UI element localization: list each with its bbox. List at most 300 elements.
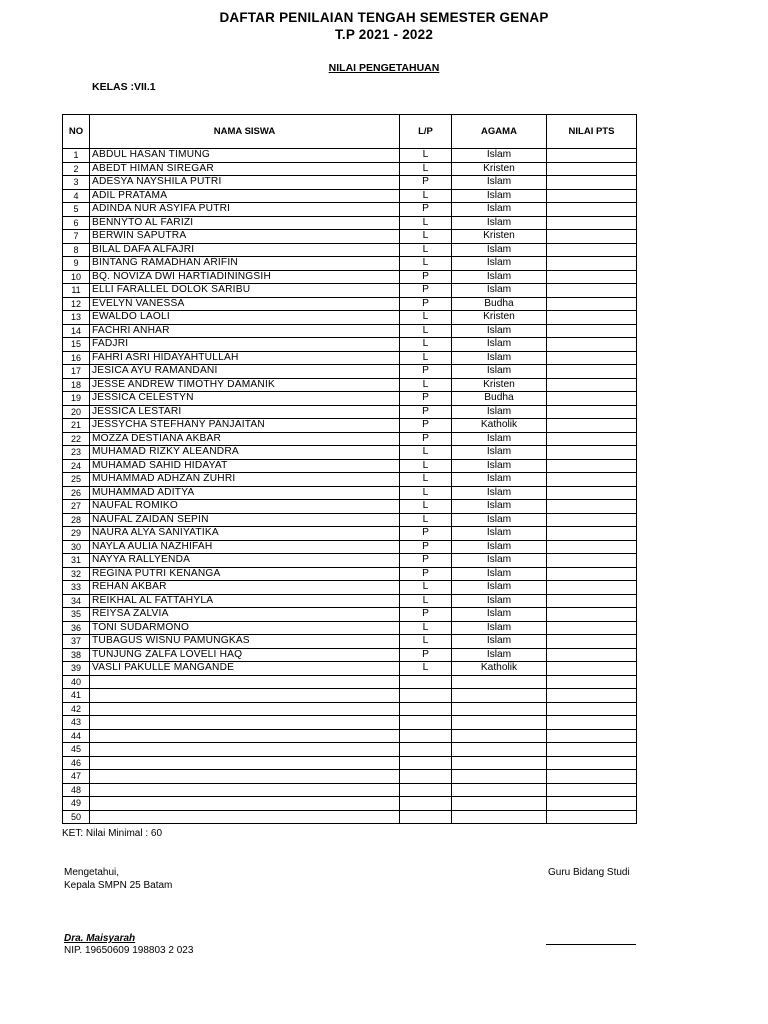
cell-lp: L xyxy=(400,324,452,338)
cell-nilai-pts xyxy=(547,257,637,271)
header-nama-siswa: NAMA SISWA xyxy=(90,115,400,149)
cell-lp: L xyxy=(400,500,452,514)
cell-nama-siswa: NAUFAL ZAIDAN SEPIN xyxy=(90,513,400,527)
cell-nama-siswa: JESSICA CELESTYN xyxy=(90,392,400,406)
table-row xyxy=(63,608,637,622)
cell-nilai-pts xyxy=(547,243,637,257)
cell-nama-siswa xyxy=(90,756,400,770)
cell-nama-siswa: ADINDA NUR ASYIFA PUTRI xyxy=(90,203,400,217)
cell-lp: P xyxy=(400,567,452,581)
cell-nilai-pts xyxy=(547,365,637,379)
cell-agama xyxy=(452,702,547,716)
table-row xyxy=(63,432,637,446)
cell-agama: Islam xyxy=(452,459,547,473)
table-row xyxy=(63,203,637,217)
cell-nama-siswa: JESICA AYU RAMANDANI xyxy=(90,365,400,379)
cell-nilai-pts xyxy=(547,338,637,352)
cell-lp: P xyxy=(400,540,452,554)
cell-no: 19 xyxy=(63,392,90,406)
cell-nilai-pts xyxy=(547,203,637,217)
cell-no: 30 xyxy=(63,540,90,554)
cell-nilai-pts xyxy=(547,419,637,433)
cell-agama: Budha xyxy=(452,297,547,311)
cell-agama xyxy=(452,756,547,770)
cell-nama-siswa: FAHRI ASRI HIDAYAHTULLAH xyxy=(90,351,400,365)
cell-nama-siswa: MUHAMAD RIZKY ALEANDRA xyxy=(90,446,400,460)
cell-lp: L xyxy=(400,581,452,595)
cell-nilai-pts xyxy=(547,378,637,392)
cell-agama: Islam xyxy=(452,554,547,568)
cell-nama-siswa: JESSICA LESTARI xyxy=(90,405,400,419)
cell-nama-siswa xyxy=(90,675,400,689)
cell-agama: Islam xyxy=(452,216,547,230)
cell-agama: Kristen xyxy=(452,311,547,325)
cell-lp xyxy=(400,702,452,716)
cell-no: 11 xyxy=(63,284,90,298)
cell-nama-siswa xyxy=(90,689,400,703)
cell-nilai-pts xyxy=(547,797,637,811)
cell-nilai-pts xyxy=(547,176,637,190)
cell-nama-siswa: MUHAMMAD ADHZAN ZUHRI xyxy=(90,473,400,487)
header-nilai-pts: NILAI PTS xyxy=(547,115,637,149)
cell-nilai-pts xyxy=(547,446,637,460)
cell-nama-siswa xyxy=(90,810,400,824)
cell-lp xyxy=(400,743,452,757)
header-no: NO xyxy=(63,115,90,149)
cell-nama-siswa: ABEDT HIMAN SIREGAR xyxy=(90,162,400,176)
header-agama: AGAMA xyxy=(452,115,547,149)
teacher-signature-line xyxy=(546,944,636,945)
cell-agama: Islam xyxy=(452,365,547,379)
cell-nama-siswa: TONI SUDARMONO xyxy=(90,621,400,635)
cell-nama-siswa: BQ. NOVIZA DWI HARTIADININGSIH xyxy=(90,270,400,284)
cell-agama: Katholik xyxy=(452,419,547,433)
cell-nilai-pts xyxy=(547,324,637,338)
table-row xyxy=(63,405,637,419)
cell-nama-siswa: BERWIN SAPUTRA xyxy=(90,230,400,244)
cell-nilai-pts xyxy=(547,527,637,541)
cell-agama xyxy=(452,810,547,824)
cell-nilai-pts xyxy=(547,189,637,203)
cell-nama-siswa: EVELYN VANESSA xyxy=(90,297,400,311)
cell-nama-siswa: NAURA ALYA SANIYATIKA xyxy=(90,527,400,541)
table-row xyxy=(63,338,637,352)
cell-nama-siswa xyxy=(90,743,400,757)
cell-lp: P xyxy=(400,284,452,298)
cell-agama: Budha xyxy=(452,392,547,406)
cell-agama: Islam xyxy=(452,446,547,460)
cell-nama-siswa xyxy=(90,783,400,797)
cell-nama-siswa: BENNYTO AL FARIZI xyxy=(90,216,400,230)
cell-nama-siswa: EWALDO LAOLI xyxy=(90,311,400,325)
cell-nilai-pts xyxy=(547,554,637,568)
table-row xyxy=(63,365,637,379)
table-body xyxy=(63,149,637,824)
cell-nilai-pts xyxy=(547,689,637,703)
cell-lp: L xyxy=(400,473,452,487)
table-row xyxy=(63,149,637,163)
cell-agama: Islam xyxy=(452,149,547,163)
cell-nilai-pts xyxy=(547,405,637,419)
cell-nilai-pts xyxy=(547,662,637,676)
table-row xyxy=(63,621,637,635)
cell-nilai-pts xyxy=(547,432,637,446)
cell-nilai-pts xyxy=(547,608,637,622)
cell-lp: P xyxy=(400,392,452,406)
cell-nilai-pts xyxy=(547,675,637,689)
cell-nilai-pts xyxy=(547,648,637,662)
table-row xyxy=(63,459,637,473)
acknowledged-label: Mengetahui, xyxy=(64,867,120,878)
cell-nama-siswa: TUNJUNG ZALFA LOVELI HAQ xyxy=(90,648,400,662)
cell-nama-siswa: MOZZA DESTIANA AKBAR xyxy=(90,432,400,446)
table-row xyxy=(63,581,637,595)
cell-no: 22 xyxy=(63,432,90,446)
cell-nilai-pts xyxy=(547,270,637,284)
cell-nilai-pts xyxy=(547,500,637,514)
table-row xyxy=(63,392,637,406)
cell-nama-siswa: REIKHAL AL FATTAHYLA xyxy=(90,594,400,608)
cell-agama: Islam xyxy=(452,473,547,487)
table-row xyxy=(63,594,637,608)
cell-agama: Islam xyxy=(452,581,547,595)
section-subtitle: NILAI PENGETAHUAN xyxy=(328,62,440,74)
table-row xyxy=(63,662,637,676)
cell-no: 39 xyxy=(63,662,90,676)
header-lp: L/P xyxy=(400,115,452,149)
table-row xyxy=(63,189,637,203)
cell-nilai-pts xyxy=(547,783,637,797)
table-row xyxy=(63,176,637,190)
table-row xyxy=(63,810,637,824)
cell-nama-siswa xyxy=(90,797,400,811)
cell-agama: Islam xyxy=(452,405,547,419)
cell-agama: Islam xyxy=(452,527,547,541)
table-row xyxy=(63,756,637,770)
table-row xyxy=(63,324,637,338)
cell-no: 29 xyxy=(63,527,90,541)
cell-agama: Islam xyxy=(452,621,547,635)
cell-no: 31 xyxy=(63,554,90,568)
subject-teacher-label: Guru Bidang Studi xyxy=(548,867,630,878)
cell-agama: Islam xyxy=(452,284,547,298)
cell-agama: Islam xyxy=(452,594,547,608)
table-row xyxy=(63,743,637,757)
cell-lp xyxy=(400,770,452,784)
cell-nilai-pts xyxy=(547,513,637,527)
table-row xyxy=(63,473,637,487)
cell-lp: L xyxy=(400,662,452,676)
table-row xyxy=(63,351,637,365)
table-row xyxy=(63,675,637,689)
cell-no: 38 xyxy=(63,648,90,662)
table-row xyxy=(63,716,637,730)
cell-agama: Kristen xyxy=(452,378,547,392)
cell-no: 50 xyxy=(63,810,90,824)
cell-agama xyxy=(452,675,547,689)
cell-no: 40 xyxy=(63,675,90,689)
cell-nama-siswa: REGINA PUTRI KENANGA xyxy=(90,567,400,581)
table-row xyxy=(63,770,637,784)
cell-nilai-pts xyxy=(547,459,637,473)
cell-lp: P xyxy=(400,419,452,433)
cell-agama: Islam xyxy=(452,540,547,554)
cell-lp: L xyxy=(400,635,452,649)
cell-no: 6 xyxy=(63,216,90,230)
cell-lp: L xyxy=(400,338,452,352)
cell-no: 15 xyxy=(63,338,90,352)
cell-lp: L xyxy=(400,459,452,473)
signer-nip: NIP. 19650609 198803 2 023 xyxy=(64,945,194,956)
cell-lp xyxy=(400,810,452,824)
cell-no: 10 xyxy=(63,270,90,284)
cell-agama xyxy=(452,716,547,730)
cell-nama-siswa: ELLI FARALLEL DOLOK SARIBU xyxy=(90,284,400,298)
cell-no: 5 xyxy=(63,203,90,217)
cell-agama: Islam xyxy=(452,243,547,257)
cell-no: 46 xyxy=(63,756,90,770)
cell-no: 13 xyxy=(63,311,90,325)
cell-lp: P xyxy=(400,405,452,419)
cell-agama: Katholik xyxy=(452,662,547,676)
cell-nama-siswa: MUHAMAD SAHID HIDAYAT xyxy=(90,459,400,473)
cell-agama: Islam xyxy=(452,648,547,662)
cell-lp xyxy=(400,756,452,770)
cell-lp: L xyxy=(400,378,452,392)
table-row xyxy=(63,527,637,541)
table-row xyxy=(63,689,637,703)
cell-lp: L xyxy=(400,243,452,257)
cell-nama-siswa: BILAL DAFA ALFAJRI xyxy=(90,243,400,257)
cell-nilai-pts xyxy=(547,540,637,554)
table-row xyxy=(63,446,637,460)
cell-no: 34 xyxy=(63,594,90,608)
cell-no: 32 xyxy=(63,567,90,581)
cell-no: 3 xyxy=(63,176,90,190)
table-row xyxy=(63,297,637,311)
cell-nama-siswa: NAYYA RALLYENDA xyxy=(90,554,400,568)
cell-nama-siswa: MUHAMMAD ADITYA xyxy=(90,486,400,500)
table-row xyxy=(63,230,637,244)
cell-agama: Islam xyxy=(452,635,547,649)
cell-agama: Kristen xyxy=(452,230,547,244)
cell-nilai-pts xyxy=(547,702,637,716)
cell-agama xyxy=(452,729,547,743)
cell-no: 2 xyxy=(63,162,90,176)
cell-nilai-pts xyxy=(547,743,637,757)
cell-agama: Islam xyxy=(452,608,547,622)
table-row xyxy=(63,554,637,568)
table-row xyxy=(63,513,637,527)
cell-agama xyxy=(452,743,547,757)
cell-nilai-pts xyxy=(547,770,637,784)
class-label: KELAS :VII.1 xyxy=(92,81,156,93)
cell-agama: Islam xyxy=(452,189,547,203)
cell-no: 49 xyxy=(63,797,90,811)
cell-nama-siswa: ADIL PRATAMA xyxy=(90,189,400,203)
cell-nama-siswa: FACHRI ANHAR xyxy=(90,324,400,338)
cell-agama: Islam xyxy=(452,176,547,190)
cell-no: 8 xyxy=(63,243,90,257)
cell-nilai-pts xyxy=(547,392,637,406)
table-row xyxy=(63,540,637,554)
cell-nilai-pts xyxy=(547,216,637,230)
cell-nama-siswa: JESSE ANDREW TIMOTHY DAMANIK xyxy=(90,378,400,392)
cell-nama-siswa: REIYSA ZALVIA xyxy=(90,608,400,622)
cell-lp: P xyxy=(400,527,452,541)
cell-lp: L xyxy=(400,513,452,527)
cell-no: 21 xyxy=(63,419,90,433)
cell-lp: P xyxy=(400,365,452,379)
cell-lp: L xyxy=(400,351,452,365)
cell-no: 24 xyxy=(63,459,90,473)
table-row xyxy=(63,378,637,392)
cell-nilai-pts xyxy=(547,297,637,311)
cell-no: 23 xyxy=(63,446,90,460)
grades-table xyxy=(62,114,637,824)
cell-lp: L xyxy=(400,311,452,325)
cell-no: 1 xyxy=(63,149,90,163)
cell-nama-siswa xyxy=(90,729,400,743)
cell-agama: Islam xyxy=(452,567,547,581)
cell-nama-siswa xyxy=(90,770,400,784)
cell-no: 9 xyxy=(63,257,90,271)
cell-lp: P xyxy=(400,270,452,284)
cell-nilai-pts xyxy=(547,621,637,635)
cell-lp: P xyxy=(400,176,452,190)
cell-no: 44 xyxy=(63,729,90,743)
table-row xyxy=(63,702,637,716)
table-row xyxy=(63,783,637,797)
table-row xyxy=(63,486,637,500)
cell-agama xyxy=(452,783,547,797)
cell-agama: Islam xyxy=(452,432,547,446)
cell-nama-siswa: BINTANG RAMADHAN ARIFIN xyxy=(90,257,400,271)
cell-nama-siswa: NAUFAL ROMIKO xyxy=(90,500,400,514)
document-title: DAFTAR PENILAIAN TENGAH SEMESTER GENAP xyxy=(219,10,549,25)
cell-lp: P xyxy=(400,297,452,311)
cell-agama: Islam xyxy=(452,270,547,284)
cell-nilai-pts xyxy=(547,311,637,325)
cell-agama: Islam xyxy=(452,324,547,338)
cell-no: 37 xyxy=(63,635,90,649)
cell-nilai-pts xyxy=(547,635,637,649)
cell-lp: L xyxy=(400,162,452,176)
cell-nilai-pts xyxy=(547,351,637,365)
cell-agama: Islam xyxy=(452,351,547,365)
cell-no: 35 xyxy=(63,608,90,622)
cell-nilai-pts xyxy=(547,473,637,487)
principal-title: Kepala SMPN 25 Batam xyxy=(64,880,173,891)
cell-no: 36 xyxy=(63,621,90,635)
cell-no: 25 xyxy=(63,473,90,487)
table-row xyxy=(63,567,637,581)
table-row xyxy=(63,419,637,433)
cell-lp xyxy=(400,797,452,811)
cell-no: 41 xyxy=(63,689,90,703)
cell-agama: Islam xyxy=(452,257,547,271)
cell-lp: P xyxy=(400,648,452,662)
signer-name: Dra. Maisyarah xyxy=(64,933,136,944)
table-row xyxy=(63,243,637,257)
cell-no: 17 xyxy=(63,365,90,379)
cell-agama: Islam xyxy=(452,513,547,527)
cell-nilai-pts xyxy=(547,716,637,730)
cell-lp: L xyxy=(400,486,452,500)
cell-lp xyxy=(400,783,452,797)
cell-no: 47 xyxy=(63,770,90,784)
table-row xyxy=(63,270,637,284)
cell-lp xyxy=(400,675,452,689)
cell-no: 43 xyxy=(63,716,90,730)
table-row xyxy=(63,311,637,325)
cell-nama-siswa: REHAN AKBAR xyxy=(90,581,400,595)
cell-nama-siswa: FADJRI xyxy=(90,338,400,352)
cell-nilai-pts xyxy=(547,284,637,298)
cell-nama-siswa: JESSYCHA STEFHANY PANJAITAN xyxy=(90,419,400,433)
table-row xyxy=(63,500,637,514)
cell-lp: L xyxy=(400,149,452,163)
table-row xyxy=(63,797,637,811)
cell-lp xyxy=(400,729,452,743)
cell-nama-siswa: TUBAGUS WISNU PAMUNGKAS xyxy=(90,635,400,649)
table-row xyxy=(63,284,637,298)
cell-nilai-pts xyxy=(547,756,637,770)
cell-lp: L xyxy=(400,216,452,230)
cell-lp xyxy=(400,689,452,703)
cell-no: 18 xyxy=(63,378,90,392)
cell-nama-siswa xyxy=(90,716,400,730)
cell-nilai-pts xyxy=(547,581,637,595)
cell-no: 14 xyxy=(63,324,90,338)
cell-no: 28 xyxy=(63,513,90,527)
cell-lp: L xyxy=(400,257,452,271)
cell-lp: P xyxy=(400,608,452,622)
table-row xyxy=(63,216,637,230)
cell-nama-siswa: VASLI PAKULLE MANGANDE xyxy=(90,662,400,676)
cell-nilai-pts xyxy=(547,729,637,743)
cell-nilai-pts xyxy=(547,149,637,163)
table-row xyxy=(63,648,637,662)
cell-agama xyxy=(452,689,547,703)
cell-agama: Islam xyxy=(452,338,547,352)
cell-lp: P xyxy=(400,203,452,217)
cell-agama: Kristen xyxy=(452,162,547,176)
cell-no: 27 xyxy=(63,500,90,514)
cell-no: 20 xyxy=(63,405,90,419)
cell-lp: L xyxy=(400,189,452,203)
cell-agama xyxy=(452,770,547,784)
table-row xyxy=(63,729,637,743)
cell-agama: Islam xyxy=(452,486,547,500)
cell-no: 42 xyxy=(63,702,90,716)
cell-no: 12 xyxy=(63,297,90,311)
table-row xyxy=(63,635,637,649)
cell-no: 48 xyxy=(63,783,90,797)
cell-lp: L xyxy=(400,446,452,460)
cell-agama: Islam xyxy=(452,203,547,217)
cell-no: 4 xyxy=(63,189,90,203)
cell-lp: L xyxy=(400,621,452,635)
table-header-row xyxy=(63,115,637,149)
minimum-score-note: KET: Nilai Minimal : 60 xyxy=(62,828,163,839)
cell-lp: P xyxy=(400,432,452,446)
cell-lp: L xyxy=(400,594,452,608)
cell-no: 26 xyxy=(63,486,90,500)
table-row xyxy=(63,257,637,271)
cell-nilai-pts xyxy=(547,162,637,176)
cell-nilai-pts xyxy=(547,810,637,824)
